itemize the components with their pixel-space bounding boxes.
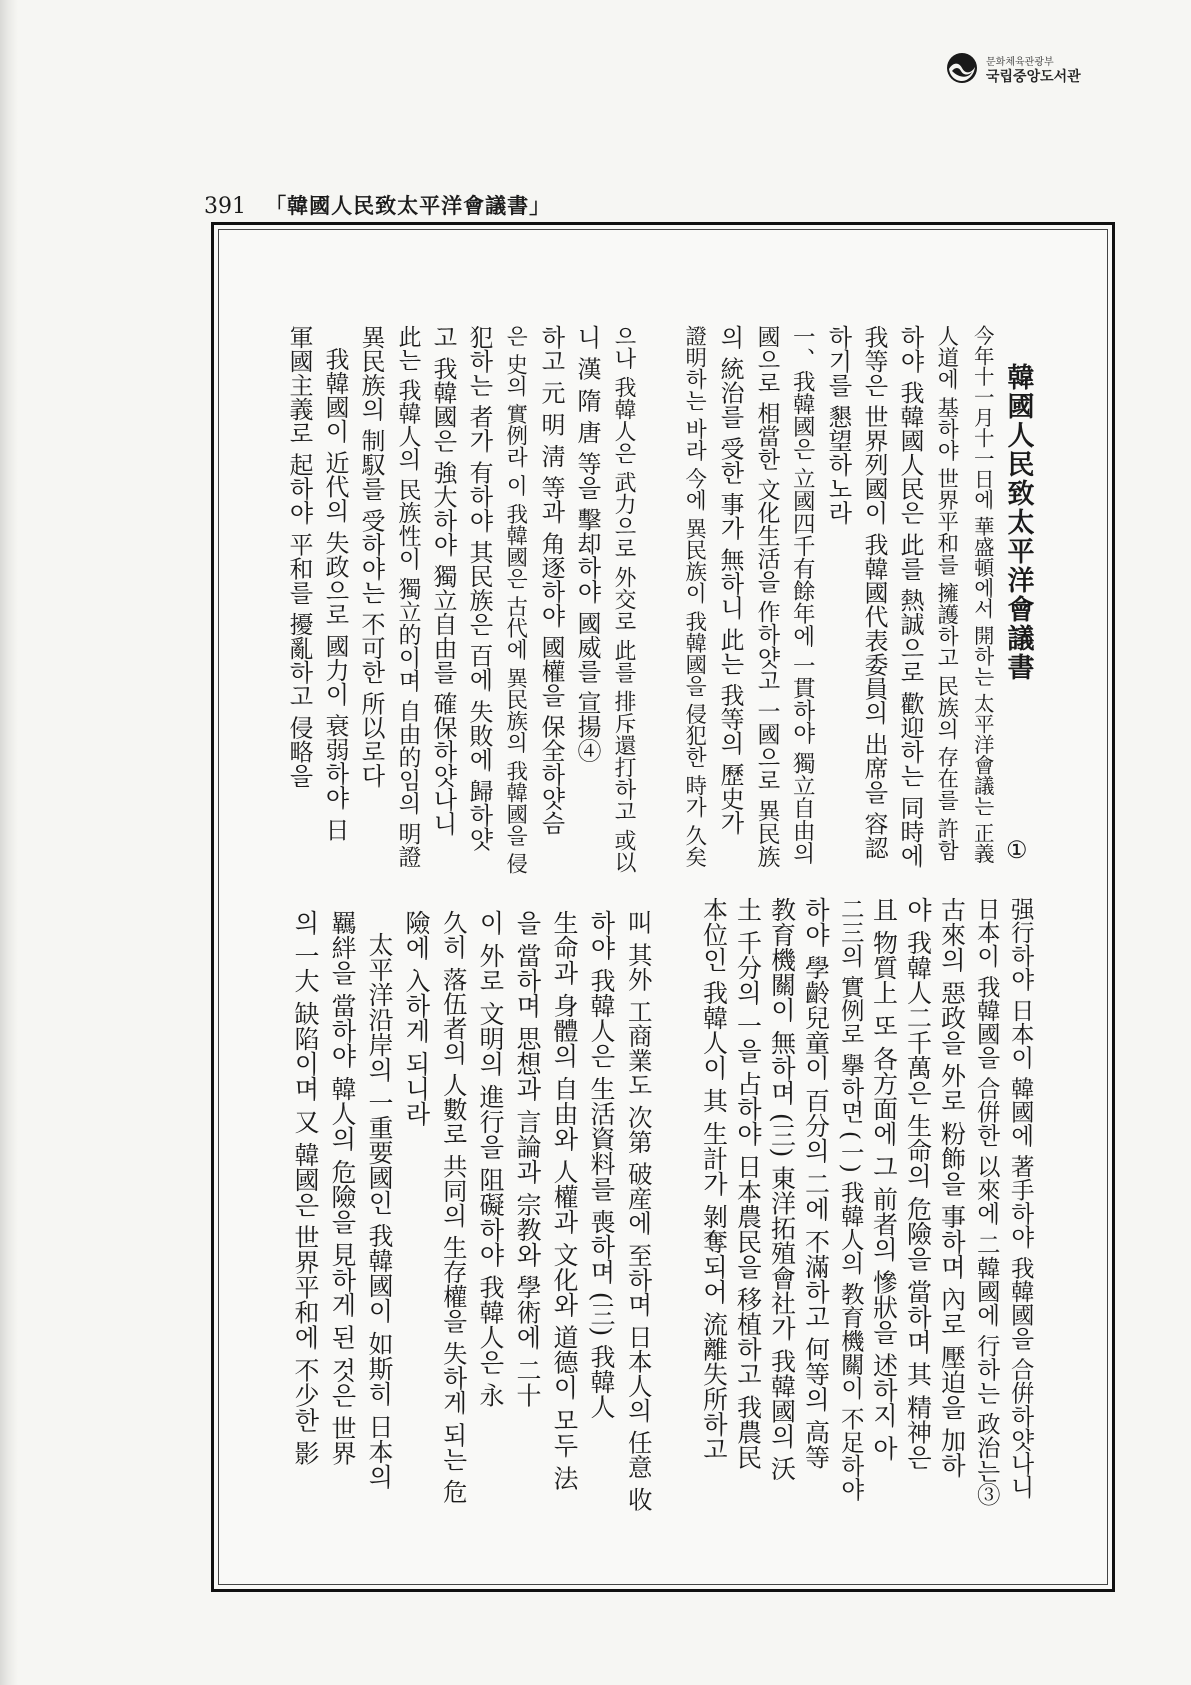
manuscript-block-bottom-left (287, 910, 657, 1512)
manuscript-column: 我韓國이 近代의 失政으로 國力이 衰弱하야 日 (321, 347, 349, 842)
manuscript-column: 叫 其外 工商業도 次第 破産에 至하며 日本人의 任意 收 (624, 910, 654, 1512)
manuscript-column: 古來의 惡政을 外로 粉飾을 事하며 內로 壓迫을 加하 (937, 897, 967, 1478)
manuscript-column: 教育機關이 無하며 (三) 東洋拓殖會社가 我韓國의 沃 (767, 897, 797, 1482)
manuscript-column: 하고 元 明 淸 等과 角逐하야 國權을 保全하얏슴 (537, 325, 565, 835)
manuscript-column: 我等은 世界列國이 我韓國代表委員의 出席을 容認 (860, 325, 888, 860)
manuscript-column: 本位인 我韓人이 其 生計가 剝奪되어 流離失所하고 (699, 897, 729, 1462)
manuscript-block-top-right (676, 325, 1036, 870)
manuscript-column: 니 漢 隋 唐 等을 擊却하야 國威를 宣揚④ (573, 325, 601, 763)
manuscript-column: 强行하야 日本이 韓國에 著手하야 我韓國을 合倂하얏나니 (1006, 897, 1035, 1499)
manuscript-column: 이 外로 文明의 進行을 阻礙하야 我韓人은 永 (476, 910, 505, 1408)
manuscript-column: 土 千分의 一을 占하야 日本農民을 移植하고 我農民 (733, 897, 763, 1470)
manuscript-column: 의 一大 缺陷이며 又 韓國은 世界平和에 不少한 影 (291, 910, 320, 1466)
library-name: 국립중앙도서관 (986, 69, 1081, 85)
manuscript-column: 으나 我韓人은 武力으로 外交로 此를 排斥還打하고 或以 (611, 325, 636, 873)
manuscript-column: 하야 我韓國人民은 此를 熱誠으로 歡迎하는 同時에 (896, 325, 924, 868)
manuscript-column: 久히 落伍者의 人數로 共同의 生存權을 失하게 되는 危 (439, 910, 469, 1504)
national-library-emblem-icon (946, 52, 978, 84)
manuscript-column: 日本이 我韓國을 合倂한 以來에 二韓國에 行하는 政治는③ (972, 897, 1001, 1506)
manuscript-column: 一、我韓國은 立國四千有餘年에 一貫하야 獨立自由의 (789, 325, 816, 864)
manuscript-column: 國으로 相當한 文化生活을 作하얏고 一國으로 異民族 (753, 325, 780, 868)
section-number-mark: ① (1006, 836, 1028, 864)
page-title: 「韓國人民致太平洋會議書」 (265, 193, 552, 218)
manuscript-column: 은 史의 實例라 이 我韓國은 古代에 異民族의 我韓國을 侵 (502, 325, 528, 875)
manuscript-column: 軍國主義로 起하야 平和를 擾亂하고 侵略을 (285, 325, 313, 788)
manuscript-column: 하야 我韓人은 生活資料를 喪하며 (三) 我韓人 (587, 910, 616, 1420)
manuscript-column: 異民族의 制馭를 受하야는 不可한 所以로다 (357, 325, 385, 788)
manuscript-column: 犯하는 者가 有하야 其民族은 百에 失敗에 歸하얏 (465, 325, 493, 851)
manuscript-column: 太平洋沿岸의 一重要國인 我韓國이 如斯히 日本의 (365, 932, 394, 1489)
manuscript-column: 하기를 懇望하노라 (824, 325, 852, 525)
scan-edge-shadow (0, 0, 18, 1685)
page-number: 391 (204, 194, 246, 219)
manuscript-column: 고 我韓國은 強大하야 獨立自由를 確保하얏나니 (429, 325, 457, 836)
manuscript-column: 生命과 身體의 自由와 人權과 文化와 道德이 모두 法 (550, 910, 579, 1491)
manuscript-block-bottom-right (697, 897, 1037, 1507)
manuscript-column: 此는 我韓人의 民族性이 獨立的이며 自由的임의 明證 (394, 325, 421, 868)
manuscript-column: 을 當하며 思想과 言論과 宗教와 學術에 二十 (513, 910, 542, 1408)
manuscript-block-top-left (281, 325, 641, 877)
manuscript-column: 險에 入하게 되니라 (402, 910, 431, 1126)
manuscript-column: 證明하는 바라 今에 異民族이 我韓國을 侵犯한 時가 久矣 (681, 325, 707, 868)
manuscript-title: 韓國人民致太平洋會議書 (1002, 363, 1034, 682)
manuscript-column: 야 我韓人二千萬은 生命의 危險을 當하며 其 精神은 (903, 897, 933, 1470)
manuscript-column: 하야 學齡兒童이 百分의 二에 不滿하고 何等의 高等 (801, 897, 831, 1470)
library-logo (946, 50, 1096, 86)
ministry-name: 문화체육관광부 (986, 57, 1054, 68)
manuscript-column: 의 統治를 受한 事가 無하니 此는 我等의 歷史가 (716, 325, 744, 835)
page-header (204, 190, 551, 218)
manuscript-column: 羈絆을 當하야 韓人의 危險을 見하게 된 것은 世界 (328, 910, 357, 1466)
manuscript-column: 人道에 基하야 世界平和를 擁護하고 民族의 存在를 許함 (933, 325, 959, 861)
manuscript-column: 今年十一月十一日에 華盛頓에서 開하는 太平洋會議는 正義 (970, 325, 995, 864)
manuscript-column: 且 物質上 또 各方面에 그 前者의 慘狀을 述하지 아 (869, 897, 899, 1461)
manuscript-column: 二三의 實例로 擧하면 (一) 我韓人의 教育機關이 不足하야 (836, 897, 865, 1501)
